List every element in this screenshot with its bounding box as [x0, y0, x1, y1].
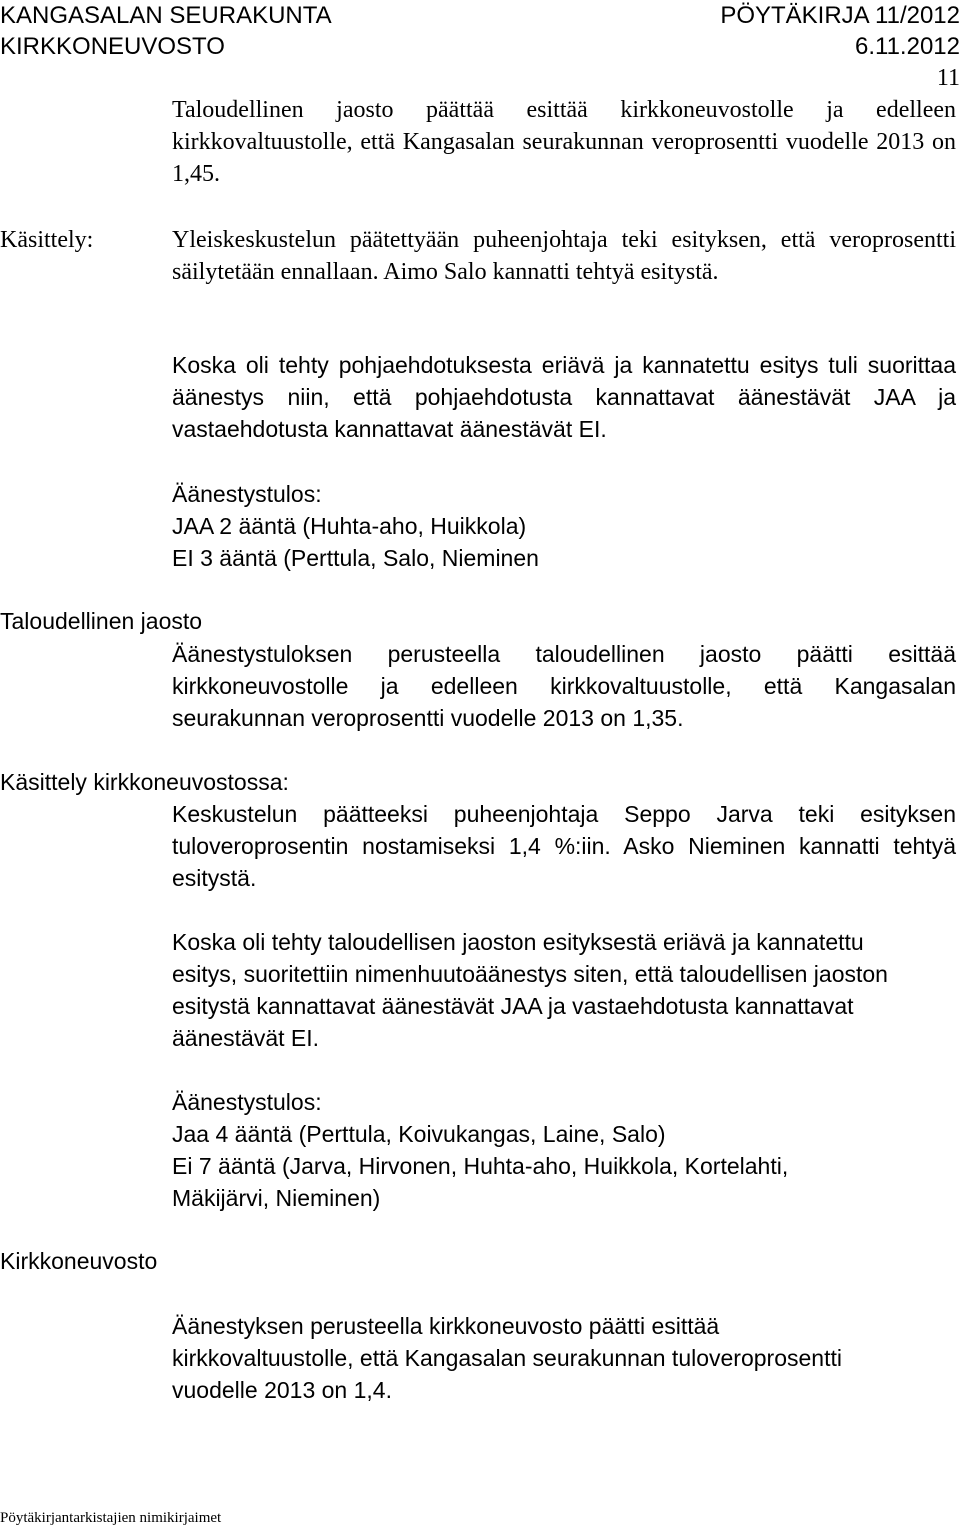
header-body: KIRKKONEUVOSTO: [0, 33, 225, 60]
header-row-1: [0, 0, 960, 32]
vote-heading: Äänestystulos:: [172, 481, 322, 507]
paragraph-line: kirkkovaltuustolle, että Kangasalan seurakunnan tuloveroprosentti: [172, 1345, 842, 1371]
vote-line: EI 3 ääntä (Perttula, Salo, Nieminen: [172, 545, 539, 571]
label-kasittely: Käsittely:: [0, 227, 94, 253]
jaosto-decision-paragraph: Äänestystuloksen perusteella taloudellinen jaosto päätti esittää kirkkoneuvostolle ja edelleen kirkkovaltuustolle, että Kangasalan seurakunnan veroprosentti vuodelle 2013 on 1,35.: [172, 641, 956, 731]
paragraph-line: esitystä kannattavat äänestävät JAA ja vastaehdotusta kannattavat: [172, 993, 854, 1019]
paragraph-line: äänestävät EI.: [172, 1025, 320, 1051]
kasittely-paragraph-1: Yleiskeskustelun päätettyään puheenjohtaja teki esityksen, että veroprosentti säilytetään ennallaan. Aimo Salo kannatti tehtyä esitystä.: [172, 227, 956, 285]
kirkkoneuvosto-decision-paragraph: [172, 1310, 956, 1406]
header-doc-title: PÖYTÄKIRJA 11/2012: [720, 2, 960, 29]
paragraph-line: Koska oli tehty taloudellisen jaoston esityksestä eriävä ja kannatettu: [172, 929, 864, 955]
vote-line: Mäkijärvi, Nieminen): [172, 1185, 381, 1211]
header-org: KANGASALAN SEURAKUNTA: [0, 2, 332, 29]
paragraph-line: Äänestyksen perusteella kirkkoneuvosto päätti esittää: [172, 1313, 720, 1339]
paragraph-line: vuodelle 2013 on 1,4.: [172, 1377, 392, 1403]
paragraph-line: esitys, suoritettiin nimenhuutoäänestys siten, että taloudellisen jaoston: [172, 961, 888, 987]
kasittely-paragraph-2: Koska oli tehty pohjaehdotuksesta eriävä ja kannatettu esitys tuli suorittaa äänestys niin, että pohjaehdotusta kannattavat äänestävät JAA ja vastaehdotusta kannattavat äänestävät EI.: [172, 352, 956, 442]
kn-kasittely-paragraph-2: [172, 926, 956, 1054]
header-row-2: [0, 31, 960, 63]
intro-paragraph: Taloudellinen jaosto päättää esittää kirkkoneuvostolle ja edelleen kirkkovaltuustolle, että Kangasalan seurakunnan veroprosentti vuodelle 2013 on 1,45.: [172, 97, 956, 187]
vote-line: Jaa 4 ääntä (Perttula, Koivukangas, Laine, Salo): [172, 1121, 666, 1147]
label-kasittely-kirkkoneuvostossa: Käsittely kirkkoneuvostossa:: [0, 769, 289, 795]
kasittely-vote-block: [172, 478, 956, 574]
vote-line: JAA 2 ääntä (Huhta-aho, Huikkola): [172, 513, 527, 539]
label-kirkkoneuvosto: Kirkkoneuvosto: [0, 1248, 158, 1274]
kn-kasittely-paragraph-1: Keskustelun päätteeksi puheenjohtaja Seppo Jarva teki esityksen tuloveroprosentin nostamiseksi 1,4 %:iin. Asko Nieminen kannatti tehtyä esitystä.: [172, 801, 956, 891]
label-taloudellinen-jaosto: Taloudellinen jaosto: [0, 608, 203, 634]
page-number: 11: [936, 65, 960, 91]
footer-initials-label: Pöytäkirjantarkistajien nimikirjaimet: [0, 1510, 222, 1526]
header-date: 6.11.2012: [855, 33, 960, 60]
vote-heading: Äänestystulos:: [172, 1089, 322, 1115]
kn-vote-block: [172, 1086, 956, 1214]
vote-line: Ei 7 ääntä (Jarva, Hirvonen, Huhta-aho, Huikkola, Kortelahti,: [172, 1153, 789, 1179]
